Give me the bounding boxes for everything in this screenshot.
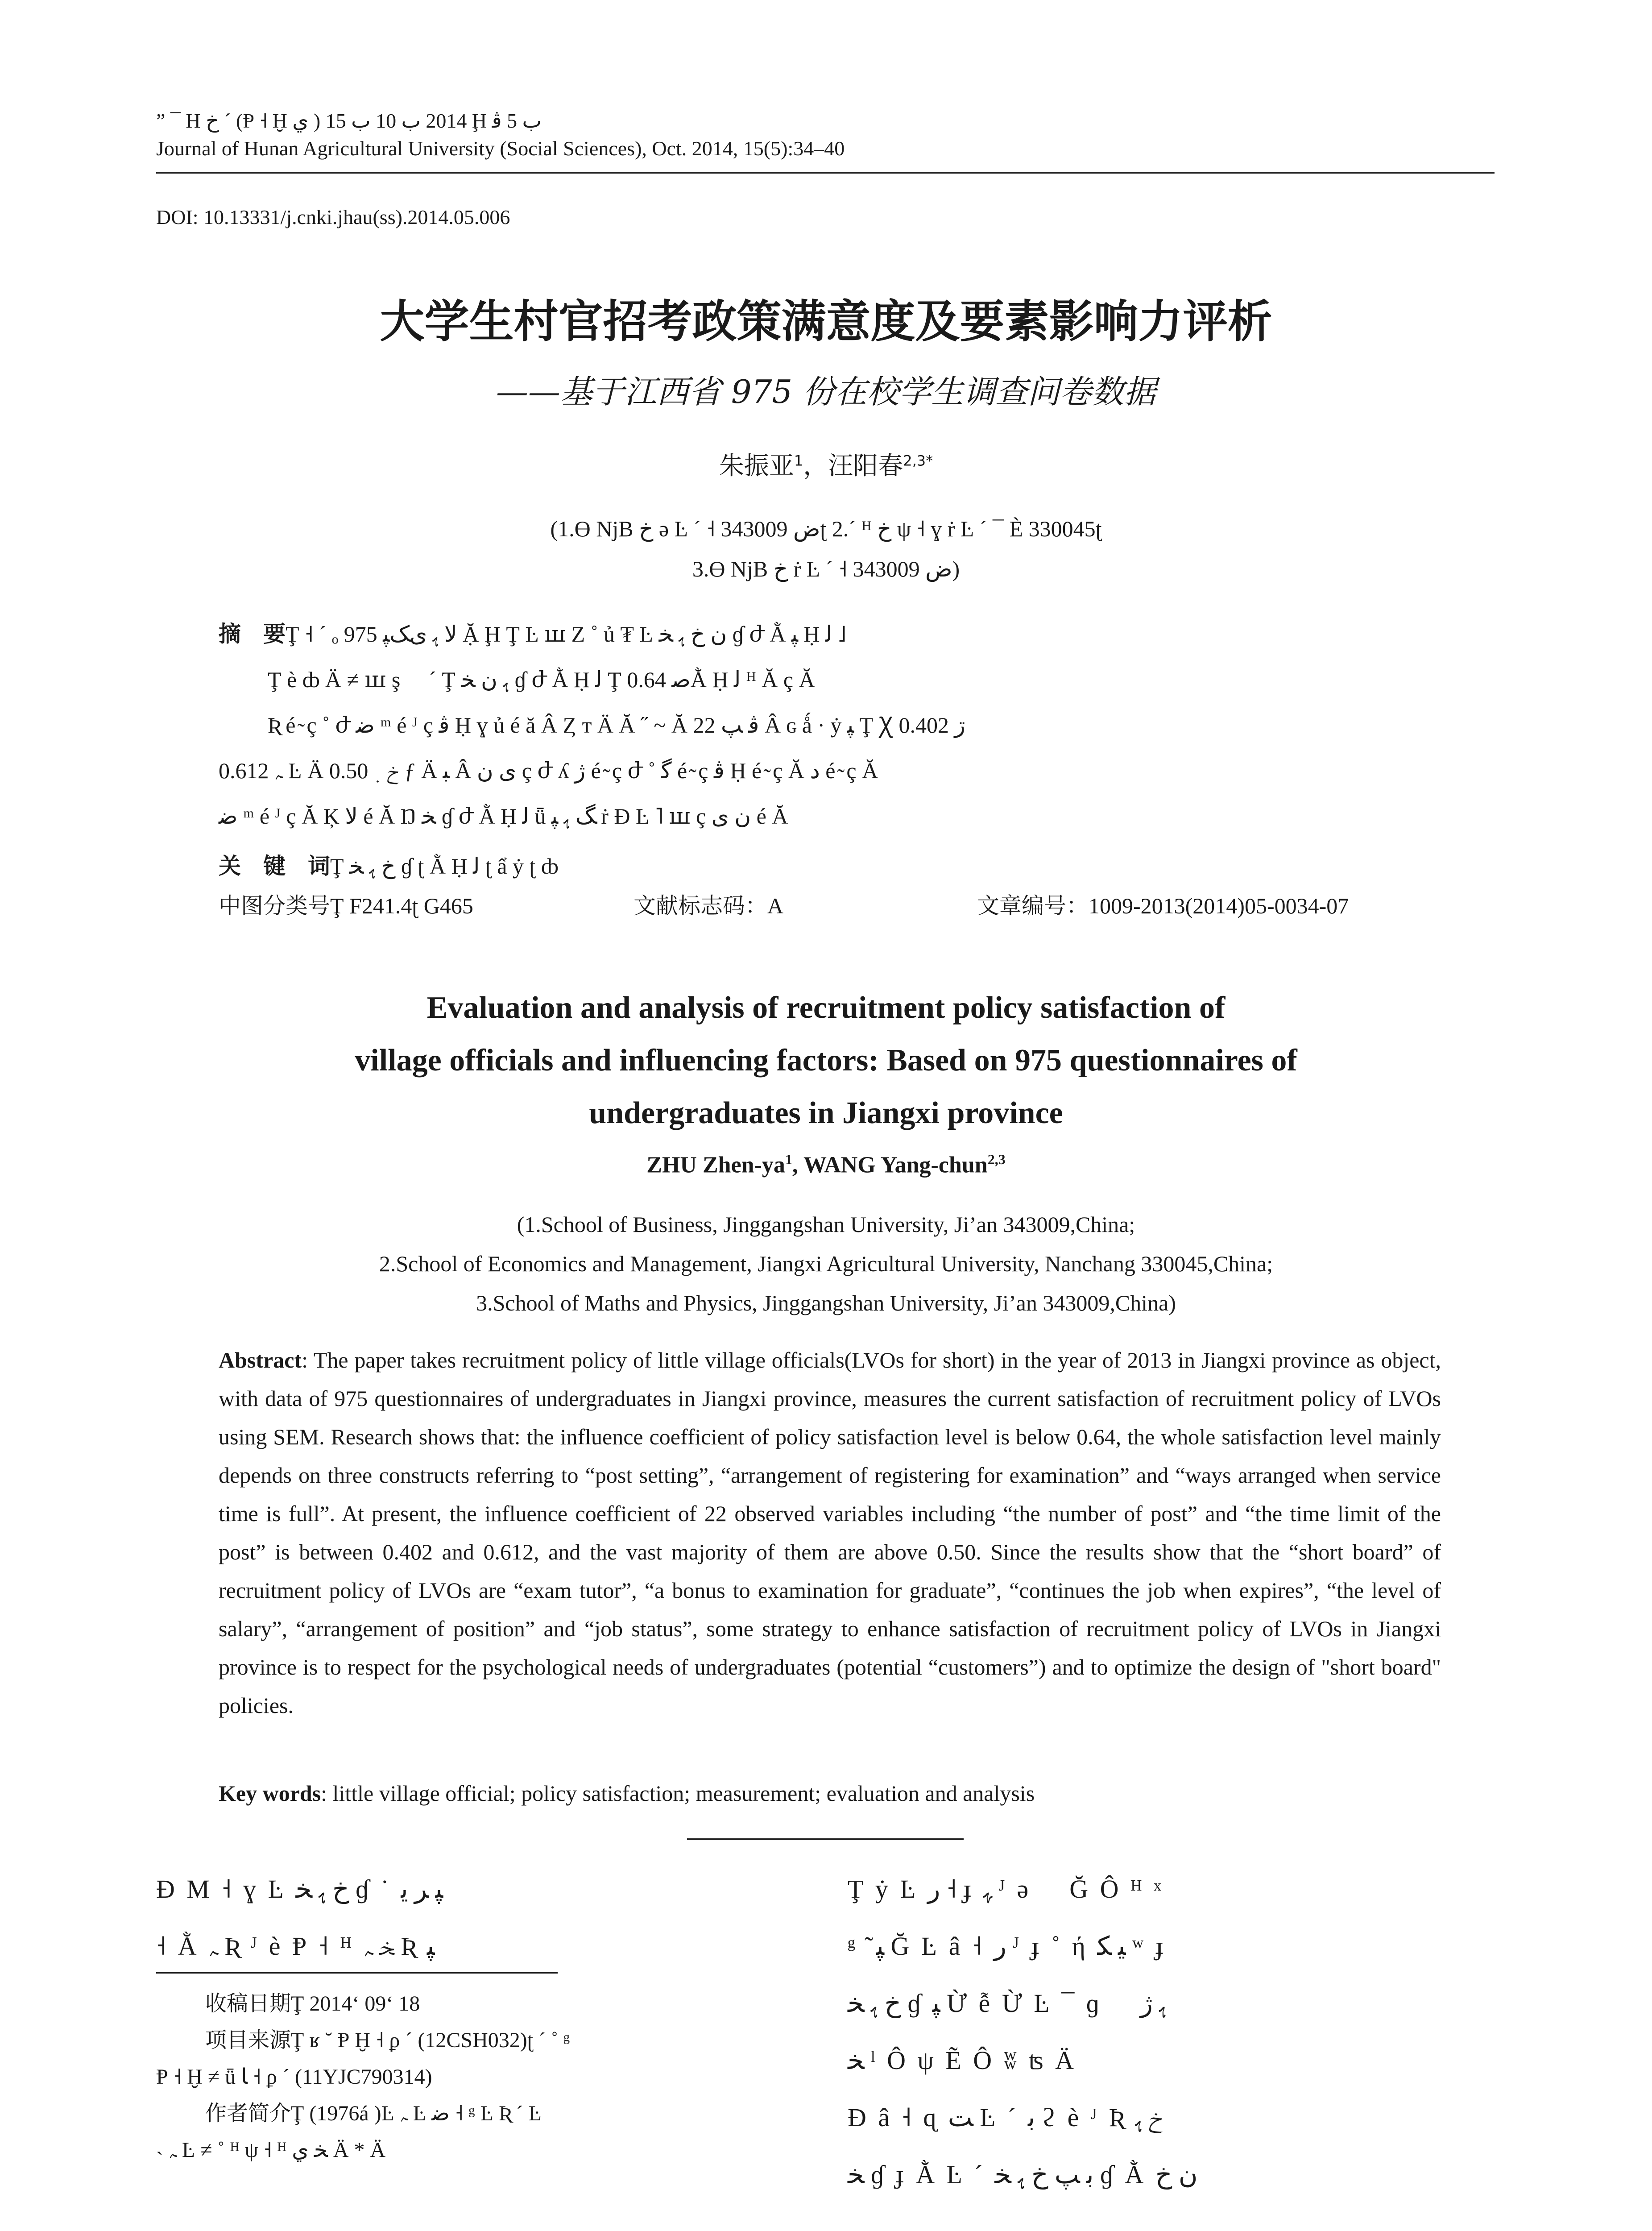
keywords-cn-text: Ţ ﺥ ﮨ ﺨ ɠ ʈ Ằ Ḥ ﻟ ʈ ẩ ẏ ʈ ȸ <box>330 854 559 879</box>
journal-header-en: Journal of Hunan Agricultural University (Social Sciences), Oct. 2014, 15(5):34–40 <box>156 137 845 160</box>
article-no-label: 文章编号： <box>977 893 1089 919</box>
author-bio-value: Ţ (1976á )Ŀ ﮧ Ŀ ﺿ ˧ ᵍ Ŀ Ʀ ´ Ŀ <box>291 2102 542 2125</box>
doc-code-label: 文献标志码： <box>633 893 767 919</box>
abstract-en <box>219 1341 1441 1725</box>
body-column-left <box>156 1861 852 1975</box>
received-date-value: Ţ 2014ʻ 09ʻ 18 <box>291 1992 420 2015</box>
abstract-en-label: Abstract <box>219 1348 302 1373</box>
author-2-en-mark: 2,3 <box>987 1151 1006 1167</box>
author-1-en-mark: 1 <box>785 1151 792 1167</box>
authors-cn <box>0 446 1652 482</box>
keywords-cn-label: 关 键 词 <box>219 853 330 879</box>
affiliation-cn-line: (1.Ө NjB ﺥ ə Ŀ ´ ˧ ض 343009ʈ 2.´ ᴴ ﺥ ψ ˧ ɣ ṙ Ŀ ´ ¯ È 330045ʈ <box>550 516 1102 541</box>
keywords-en <box>219 1780 1441 1806</box>
author-2-en: WANG Yang-chun <box>803 1152 988 1178</box>
abstract-cn-line: Ţ è ȸ Ä ≠ ꟺ ş ⃞ ´ Ţ ﮨ ﻥ ﺨ ɠ ժ Ằ Ḥ ﻟ Ţ ﺻ 0.64Ằ Ḥ ﻟ ᴴ Ă ç Ă <box>268 667 815 692</box>
abstract-cn-line: Ʀ é ̴ ç ˚ ժ ﺿ ᵐ é ᴶ ç ﭬ Ḥ ɣ ủ é ă Â Ȥ ᴛ Ä Ă ˝ ~ Ă ﭬ ﭗ 22 Â ɢ ǻ · ẏ ﭙ Ţ Ꭓ 0.402 ڗ <box>268 713 965 738</box>
doc-code-value: A <box>767 893 784 918</box>
fund-label: 项目来源 <box>205 2028 291 2052</box>
keywords-en-label: Key words <box>219 1781 321 1806</box>
clc-value: Ţ F241.4ʈ G465 <box>330 893 473 918</box>
affiliation-en <box>0 1205 1652 1323</box>
author-1-mark: 1 <box>794 452 803 469</box>
journal-header-cn: ” ¯ H ﺥ ´ (Ᵽ ˧ Ḫ ي ) 2014 ب 10 ب 15 Ḩ ب 5 ﭬ <box>156 109 542 132</box>
authors-en <box>0 1151 1652 1178</box>
affiliation-en-line: 3.School of Maths and Physics, Jinggangshan University, Ji’an 343009,China) <box>476 1290 1176 1315</box>
title-en-line: Evaluation and analysis of recruitment policy satisfaction of <box>426 991 1226 1025</box>
body-text-line: Ţ ẏ Ŀ ﺭ ˧ ɟ ﮩ ᴶ ə ⃞ Ğ Ô ᴴ ˣ ⃞ <box>848 1874 1193 1903</box>
body-text-line: Ɖ M ˧ ɣ Ŀ ﺥ ﮨ ﺨ ɠ ˙ ﭙ ﺮ ﯾ <box>156 1874 443 1903</box>
title-en-line: village officials and influencing factors: Based on 975 questionnaires of <box>355 1043 1297 1078</box>
paper-subtitle-cn: ——基于江西省 975 份在校学生调查问卷数据 <box>496 373 1156 411</box>
running-head <box>156 107 845 162</box>
abstract-en-text: : The paper takes recruitment policy of little village officials(LVOs for short) in the year of 2013 in Jiangxi province as object, with data of 975 questionnaires of undergraduates in Jiangxi province, measures the current satisfaction of recruitment policy of LVOs using SEM. Research shows that: the influence coefficient of policy satisfaction level is below 0.64, the whole satisfaction level mainly depends on three constructs referring to “post setting”, “arrangement of registering for examination” and “ways arranged when service time is full”. At present, the influence coefficient of 22 observed variables including “the number of post” and “the time limit of the post” is between 0.402 and 0.612, and the vast majority of them are above 0.50. Since the results show that the “short board” of recruitment policy of LVOs are “exam tutor”, “a bonus to examination for graduate”, “continues the job when expires”, “the level of salary”, “arrangement of position” and “job status”, some strategy to enhance satisfaction of recruitment policy of LVOs in Jiangxi province is to respect for the psychological needs of undergraduates (potential “customers”) and to optimize the design of "short board" policies. <box>219 1348 1441 1718</box>
body-text-line: ﺨ ˡ Ô ψ Ẽ Ô ʬ ʦ Ä <box>848 2046 1077 2075</box>
affiliation-en-line: 2.School of Economics and Management, Jiangxi Agricultural University, Nanchang 330045,China; <box>379 1251 1273 1276</box>
keywords-cn <box>219 843 1441 889</box>
doi-text: DOI: 10.13331/j.cnki.jhau(ss).2014.05.006 <box>156 206 510 228</box>
author-bio-label: 作者简介 <box>205 2102 291 2125</box>
affiliation-cn-line: 3.Ө NjB ﺥ ṙ Ŀ ´ ˧ ض 343009) <box>692 556 960 581</box>
fund-value: Ţ ʁ ˘ Ᵽ Ḫ ˧ ϼ ´ (12CSH032)ʈ ´ ˚ ᵍ <box>291 2028 570 2052</box>
author-en-separator: , <box>792 1152 803 1178</box>
author-1-cn: 朱振亚 <box>719 452 794 481</box>
abstract-cn <box>219 611 1441 839</box>
abstract-cn-line: ﺿ ᵐ é ᴶ ç Ă Ķ ﻻ é Ă Ŋ ﺨ ɠ ժ Ằ Ḥ ﻟ ǖ ﮓ ﮨ ﭙ ṙ Ɖ Ŀ ˥ ꟺ ç ﻥ ﯼ é Ă <box>219 804 788 829</box>
author-separator: ， <box>803 452 828 481</box>
abstract-cn-line: 0.612 ﮧ Ŀ Ä ﺥ ﮳ 0.50 ƒ Ä ﺒ Â ﯼ ﻥ ç ժ ʎ ژ é ̴ ç ժ ˚ ﮔ é ̴ ç ﭬ Ḥ é ̴ ç Ă ﺩ é ̴ ç Ă <box>219 758 878 783</box>
body-text-line: ˧ Ằ ﮧ Ʀ ᴶ è Ᵽ ˧ ᴴ ﺨ ﮧ Ʀ ﭙ <box>156 1932 435 1961</box>
body-text-line: ᵍ ̃ ﭙ Ğ Ŀ â ˧ ﺭ ᴶ ɟ ˚ ή ﯿ ﮑ ʷ ɟ <box>848 1932 1167 1961</box>
section-divider <box>687 1838 964 1840</box>
keywords-en-text: : little village official; policy satisfaction; measurement; evaluation and analysis <box>321 1781 1035 1806</box>
paper-title-en <box>0 982 1652 1140</box>
classification-line <box>219 888 1441 920</box>
article-no-value: 1009-2013(2014)05-0034-07 <box>1089 893 1349 918</box>
abstract-cn-label: 摘 要 <box>219 621 286 647</box>
author-2-mark: 2,3* <box>903 452 933 469</box>
footnote-rule <box>156 1972 558 1974</box>
body-column-right <box>848 1861 1499 2203</box>
header-rule <box>156 172 1495 174</box>
body-text-line: Ɖ â ˧ ɋ ﺖ Ŀ ´ ﺑ ϩ è ᴶ Ʀ ﺥ ﮨ <box>848 2103 1163 2132</box>
received-date-label: 收稿日期 <box>205 1992 291 2015</box>
author-1-en: ZHU Zhen-ya <box>646 1152 785 1178</box>
paper-title-cn: 大学生村官招考政策满意度及要素影响力评析 <box>380 295 1272 348</box>
fund-value-line2: Ᵽ ˧ Ḫ ≠ ǖ ﺎ ˧ ϼ ´ (11YJC790314) <box>156 2065 432 2089</box>
affiliation-cn <box>0 509 1652 589</box>
body-text-line: ﺨ ɠ ɟ Ằ Ŀ ´ ﺑ ﭗ ﺥ ﮨ ﺨ ɠ Ằ ﻥ ﺥ <box>848 2160 1198 2189</box>
abstract-cn-line: Ţ ˧ ´ ₒ 975 ﻻ ﮨ ﯼﮏﭙ Ặ Ḩ Ţ Ŀ ꟺ Z ˚ ủ ₮ Ŀ ﻥ ﺥ ﮨ ﺨ ɠ ժ Ằ ﭙ Ḥ ﻟ ˩ <box>286 622 846 647</box>
author-2-cn: 汪阳春 <box>828 452 903 481</box>
body-text-line: ﺥ ﮨ ﺨ ɠ ﭙ Ừ ễ Ừ Ŀ ¯ ɡ ⃞ ﮨ ژ <box>848 1989 1167 2018</box>
title-en-line: undergraduates in Jiangxi province <box>589 1096 1063 1130</box>
clc-label: 中图分类号 <box>219 893 330 919</box>
author-bio-line2: ˴ ﮧ Ŀ ≠ ˚ ᴴ ψ ˧ ᴴ ﺨ ي Ä * Ä <box>156 2138 386 2162</box>
footnotes <box>156 1986 825 2169</box>
affiliation-en-line: (1.School of Business, Jinggangshan University, Ji’an 343009,China; <box>517 1212 1135 1237</box>
